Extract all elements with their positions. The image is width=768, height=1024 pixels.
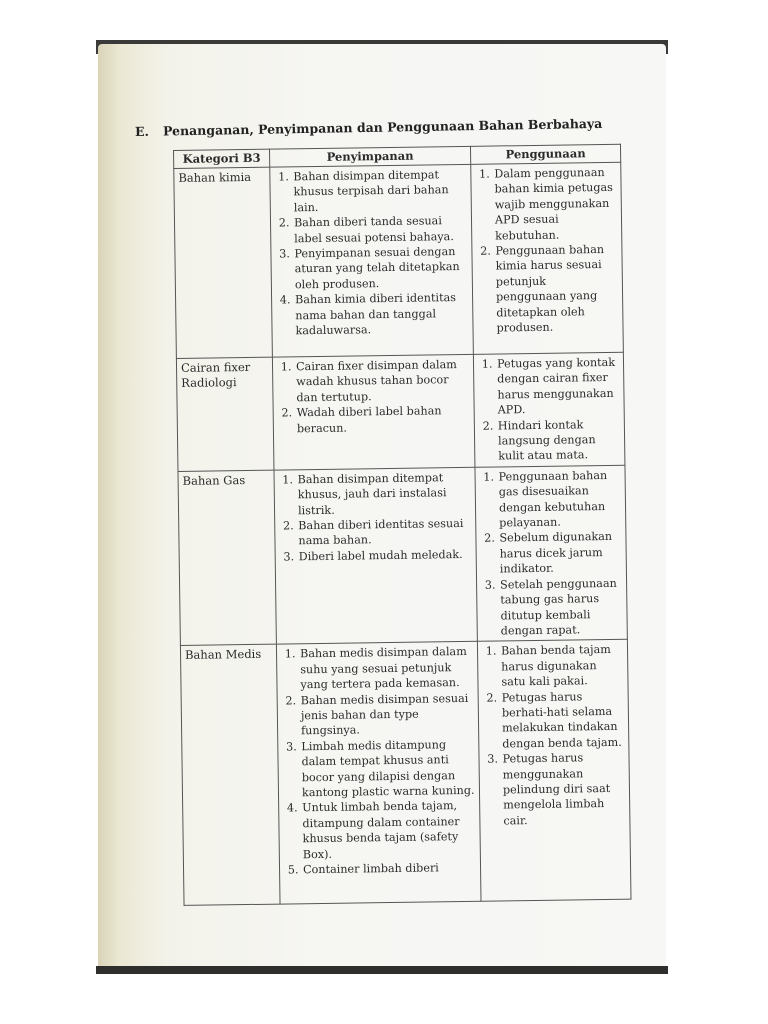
list-item: 2. Wadah diberi label bahan beracun. xyxy=(296,403,471,436)
list-item: 1. Bahan medis disimpan dalam suhu yang sesuai petunjuk yang tertera pada kemasan. xyxy=(299,644,475,693)
storage-cell xyxy=(276,642,481,905)
list-item: 1. Dalam penggunaan bahan kimia petugas wajib menggunakan APD sesuai kebutuhan. xyxy=(493,165,618,244)
list-item: 3. Setelah penggunaan tabung gas harus ditutup kembali dengan rapat. xyxy=(499,575,624,638)
storage-list xyxy=(276,357,471,437)
usage-list xyxy=(474,165,619,336)
storage-cell xyxy=(272,354,475,470)
list-item: 3. Petugas harus menggunakan pelindung diri saat mengelola limbah cair. xyxy=(501,750,626,829)
list-item: 3. Limbah medis ditampung dalam tempat khusus anti bocor yang dilapisi dengan kantong plastic warna kuning. xyxy=(300,737,476,801)
list-item: 3. Diberi label mudah meledak. xyxy=(298,547,473,565)
list-item: 1. Bahan disimpan ditempat khusus, jauh dari instalasi listrik. xyxy=(297,470,473,519)
storage-list xyxy=(280,644,477,878)
usage-cell xyxy=(475,465,627,642)
usage-list xyxy=(478,468,623,639)
list-item: 2. Bahan diberi tanda sesuai label sesuai potensi bahaya. xyxy=(293,213,468,246)
hazard-table-container xyxy=(173,144,631,906)
list-item: 2. Bahan diberi identitas sesuai nama bahan. xyxy=(297,516,472,549)
storage-cell xyxy=(274,467,477,644)
usage-cell xyxy=(477,640,631,902)
column-header-category: Kategori B3 xyxy=(174,149,270,168)
storage-list xyxy=(273,167,469,339)
category-cell: Bahan kimia xyxy=(174,167,273,358)
list-item: 1. Bahan disimpan ditempat khusus terpisah dari bahan lain. xyxy=(292,167,468,216)
list-item: 4. Bahan kimia diberi identitas nama bahan dan tanggal kadaluwarsa. xyxy=(294,290,470,339)
scan-bottom-edge xyxy=(96,966,668,974)
list-item: 1. Cairan fixer disimpan dalam wadah khusus tahan bocor dan tertutup. xyxy=(295,357,471,406)
hazard-table xyxy=(173,144,632,906)
column-header-usage: Penggunaan xyxy=(470,144,620,164)
table-row xyxy=(180,640,631,906)
list-item: 2. Bahan medis disimpan sesuai jenis bahan dan type fungsinya. xyxy=(300,690,476,739)
list-item: 2. Hindari kontak langsung dengan kulit atau mata. xyxy=(497,416,622,464)
table-row xyxy=(174,162,624,358)
column-header-storage: Penyimpanan xyxy=(269,146,470,167)
category-cell: Bahan Medis xyxy=(180,644,280,905)
list-item: 3. Penyimpanan sesuai dengan aturan yang telah ditetapkan oleh produsen. xyxy=(293,244,469,293)
category-cell: Cairan fixer Radiologi xyxy=(176,357,274,471)
list-item: 4. Untuk limbah benda tajam, ditampung dalam container khusus benda tajam (safety Box). xyxy=(301,798,477,862)
storage-cell xyxy=(270,164,474,357)
usage-list xyxy=(477,355,621,465)
list-item: 1. Petugas yang kontak dengan cairan fixer harus menggunakan APD. xyxy=(496,355,621,418)
section-title: Penanganan, Penyimpanan dan Penggunaan Bahan Berbahaya xyxy=(162,115,603,139)
usage-cell xyxy=(471,162,624,354)
list-item: 2. Petugas harus berhati-hati selama melakukan tindakan dengan benda tajam. xyxy=(501,688,626,751)
table-row xyxy=(176,352,625,471)
category-cell: Bahan Gas xyxy=(178,470,276,646)
list-item: 2. Sebelum digunakan harus dicek jarum indikator. xyxy=(498,529,623,577)
list-item: 5. Container limbah diberi xyxy=(302,860,477,878)
storage-list xyxy=(278,470,473,565)
list-item: 2. Penggunaan bahan kimia harus sesuai petunjuk penggunaan yang ditetapkan oleh produsen. xyxy=(494,242,619,336)
section-number: E. xyxy=(134,123,150,139)
table-row xyxy=(178,465,627,646)
list-item: 1. Bahan benda tajam harus digunakan satu kali pakai. xyxy=(500,642,625,690)
usage-list xyxy=(481,642,627,829)
list-item: 1. Penggunaan bahan gas disesuaikan dengan kebutuhan pelayanan. xyxy=(497,468,622,531)
usage-cell xyxy=(473,352,625,467)
